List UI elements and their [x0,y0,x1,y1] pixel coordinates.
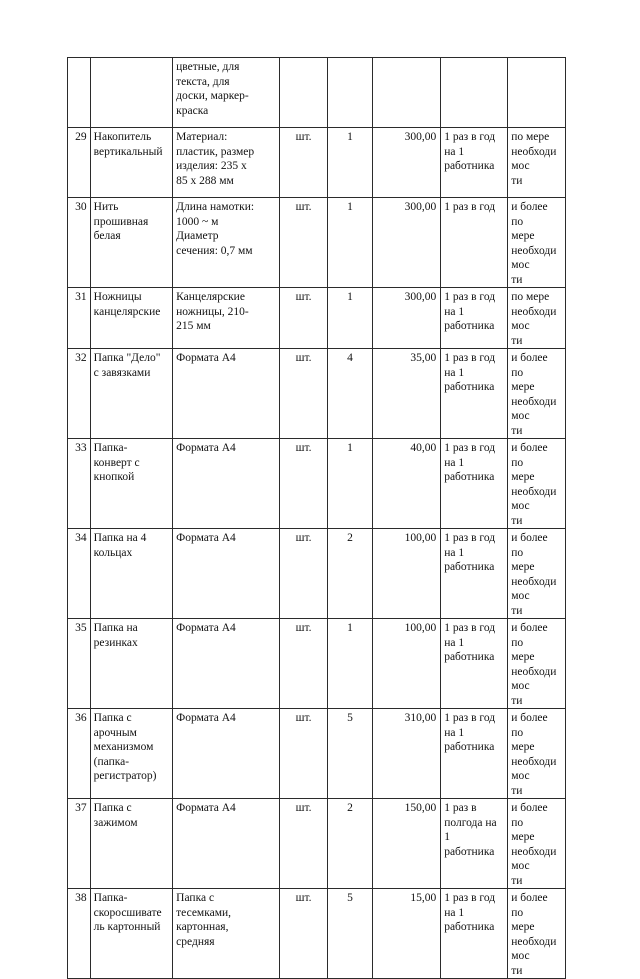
item-price [373,58,441,128]
item-frequency: 1 раз в год [441,198,508,288]
item-unit: шт. [280,889,327,979]
item-frequency [441,58,508,128]
item-frequency: 1 раз в год на 1 работника [441,889,508,979]
item-name: Ножницы канцелярские [90,288,172,349]
item-description: Материал: пластик, размер изделия: 235 х 85 х 288 мм [173,128,280,198]
item-quantity: 5 [327,889,372,979]
item-frequency: 1 раз в полгода на 1 работника [441,799,508,889]
item-description: цветные, для текста, для доски, маркер- краска [173,58,280,128]
item-frequency: 1 раз в год на 1 работника [441,709,508,799]
table-row [68,349,566,439]
item-note: по мере необходимос ти [508,128,566,198]
item-quantity: 1 [327,128,372,198]
table-row [68,288,566,349]
item-note: и более по мере необходимос ти [508,709,566,799]
table-row [68,58,566,128]
item-unit: шт. [280,529,327,619]
item-frequency: 1 раз в год на 1 работника [441,128,508,198]
item-quantity: 1 [327,198,372,288]
item-price: 35,00 [373,349,441,439]
row-number: 36 [68,709,91,799]
item-frequency: 1 раз в год на 1 работника [441,349,508,439]
item-price: 15,00 [373,889,441,979]
table-row [68,439,566,529]
item-unit: шт. [280,128,327,198]
item-price: 300,00 [373,128,441,198]
item-price: 310,00 [373,709,441,799]
item-quantity: 2 [327,799,372,889]
item-note [508,58,566,128]
row-number: 31 [68,288,91,349]
item-quantity: 1 [327,439,372,529]
item-name: Папка- скоросшивате ль картонный [90,889,172,979]
item-quantity [327,58,372,128]
table-row [68,128,566,198]
item-description: Формата А4 [173,799,280,889]
row-number: 32 [68,349,91,439]
item-quantity: 1 [327,288,372,349]
table-row [68,709,566,799]
item-note: и более по мере необходимос ти [508,439,566,529]
row-number: 34 [68,529,91,619]
item-note: и более по мере необходимос ти [508,799,566,889]
table-row [68,889,566,979]
row-number [68,58,91,128]
item-quantity: 5 [327,709,372,799]
item-unit: шт. [280,198,327,288]
item-unit: шт. [280,439,327,529]
item-description: Формата А4 [173,529,280,619]
row-number: 30 [68,198,91,288]
item-frequency: 1 раз в год на 1 работника [441,619,508,709]
item-name: Папка- конверт с кнопкой [90,439,172,529]
item-unit: шт. [280,799,327,889]
item-description: Формата А4 [173,439,280,529]
item-unit: шт. [280,709,327,799]
item-note: по мере необходимос ти [508,288,566,349]
item-note: и более по мере необходимос ти [508,198,566,288]
table-row [68,198,566,288]
item-name [90,58,172,128]
item-price: 100,00 [373,529,441,619]
item-name: Папка "Дело" с завязками [90,349,172,439]
item-description: Папка с тесемками, картонная, средняя [173,889,280,979]
item-note: и более по мере необходимос ти [508,889,566,979]
item-quantity: 1 [327,619,372,709]
item-note: и более по мере необходимос ти [508,619,566,709]
row-number: 38 [68,889,91,979]
item-price: 100,00 [373,619,441,709]
row-number: 33 [68,439,91,529]
item-description: Формата А4 [173,709,280,799]
item-name: Нить прошивная белая [90,198,172,288]
item-frequency: 1 раз в год на 1 работника [441,439,508,529]
item-note: и более по мере необходимос ти [508,529,566,619]
item-price: 150,00 [373,799,441,889]
item-name: Папка на резинках [90,619,172,709]
item-quantity: 4 [327,349,372,439]
row-number: 29 [68,128,91,198]
supplies-table [67,57,566,979]
table-row [68,529,566,619]
row-number: 35 [68,619,91,709]
item-name: Накопитель вертикальный [90,128,172,198]
item-unit: шт. [280,288,327,349]
item-description: Формата А4 [173,349,280,439]
item-quantity: 2 [327,529,372,619]
item-unit [280,58,327,128]
item-frequency: 1 раз в год на 1 работника [441,529,508,619]
item-price: 300,00 [373,288,441,349]
item-price: 40,00 [373,439,441,529]
item-frequency: 1 раз в год на 1 работника [441,288,508,349]
item-unit: шт. [280,349,327,439]
item-unit: шт. [280,619,327,709]
item-price: 300,00 [373,198,441,288]
item-description: Канцелярские ножницы, 210- 215 мм [173,288,280,349]
item-name: Папка с зажимом [90,799,172,889]
item-description: Формата А4 [173,619,280,709]
item-note: и более по мере необходимос ти [508,349,566,439]
row-number: 37 [68,799,91,889]
item-name: Папка на 4 кольцах [90,529,172,619]
item-description: Длина намотки: 1000 ~ м Диаметр сечения: 0,7 мм [173,198,280,288]
table-row [68,619,566,709]
item-name: Папка с арочным механизмом (папка- регистратор) [90,709,172,799]
table-row [68,799,566,889]
